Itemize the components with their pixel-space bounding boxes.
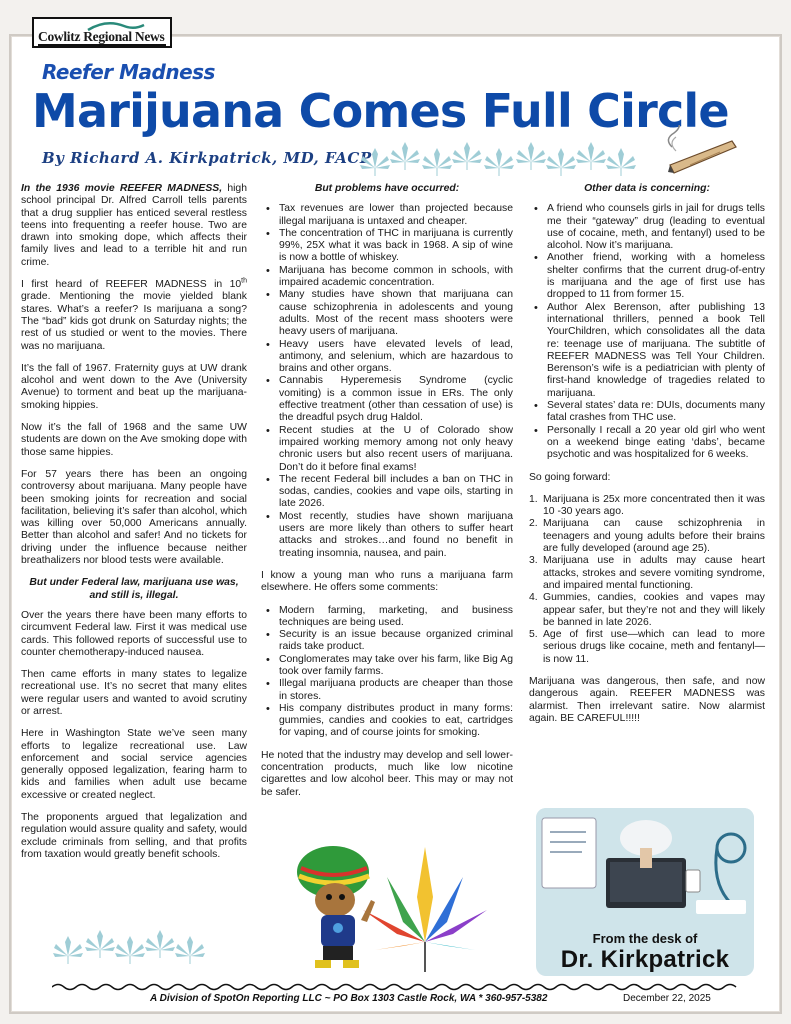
going-forward-list (529, 494, 765, 666)
list-item: • Modern farming, marketing, and business techniques are being used. (261, 605, 513, 630)
list-item: • Illegal marijuana products are cheaper than those in stores. (261, 678, 513, 703)
list-item: • His company distributes product in many forms: gummies, candies and cookies to eat, cartridges for vaping, and of course joints for smoking. (261, 703, 513, 740)
list-item: • Author Alex Berenson, after publishing 13 international thrillers, penned a book Tell YourChildren, which consolidates all the data re: teenage use of marijuana. The subtitle of REEFER MADNESS was Tell Your Children. Berenson’s wife is a pediatrician with plenty of first-hand knowledge of tragedies related to marijuana. (529, 302, 765, 400)
paragraph: Here in Washington State we’ve seen many efforts to legalize recreational use. Law enforcement and social service agencies generally opposed legalization, fearing harm to kids and families when adult use became excessive or created neglect. (21, 728, 247, 801)
list-item: • Cannabis Hyperemesis Syndrome (cyclic vomiting) is a common issue in ERs. The only effective treatment (other than cessation of use) is the dreadful psych drug Haldol. (261, 375, 513, 424)
paragraph: I know a young man who runs a marijuana farm elsewhere. He offers some comments: (261, 569, 513, 594)
list-item: • The concentration of THC in marijuana is currently 99%, 25X what it was back in 1968. A sip of wine is now a bottle of whiskey. (261, 228, 513, 265)
numbered-item: 3. Marijuana use in adults may cause heart attacks, strokes and severe vomiting syndrome, and impaired mental functioning. (529, 555, 765, 591)
paragraph: Now it’s the fall of 1968 and the same UW students are down on the Ave smoking dope with those same hippies. (21, 422, 247, 458)
mascot-illustration (285, 842, 495, 982)
article-kicker: Reefer Madness (42, 60, 215, 84)
wave-divider (52, 982, 742, 992)
paragraph: It’s the fall of 1967. Fraternity guys at UW drank alcohol and went down to the Ave (University Avenue) to torment and beat up the marijuana-smoking hippies. (21, 362, 247, 411)
list-item: • Many studies have shown that marijuana can cause schizophrenia in adolescents and young adults. Most of the recent mass shooters were heavy users of marijuana. (261, 289, 513, 338)
article-column-1 (21, 183, 247, 871)
list-item: • Personally I recall a 20 year old girl who went on a weekend binge eating ‘dabs’, became psychotic and was hospitalized for 6 weeks. (529, 425, 765, 462)
section-subhead: But problems have occurred: (314, 183, 460, 194)
cannabis-leaf-decoration (355, 140, 655, 180)
joint-icon (660, 125, 740, 180)
paragraph: The proponents argued that legalization and regulation would assure quality and safety, would exclude criminals from selling, and that profits from taxation would greatly benefit schools. (21, 812, 247, 860)
numbered-item: 1. Marijuana is 25x more concentrated then it was 10 -30 years ago. (529, 493, 765, 518)
list-item: • The recent Federal bill includes a ban on THC in sodas, candies, cookies and vape oils, starting in late 2026. (261, 474, 513, 511)
paragraph: For 57 years there has been an ongoing controversy about marijuana. Many people have been smoking joints for recreation and social facilitation, believing it’s safer than alcohol, which was killing over 50,000 Americans annually. Better than alcohol and safer! And no tickets for driving under the influence because neither breathalizers nor blood tests were available. (21, 468, 247, 567)
farmer-comments-list (261, 605, 513, 740)
paragraph: So going forward: (529, 471, 611, 483)
desk-photo-illustration (536, 808, 754, 928)
list-item: • A friend who counsels girls in jail for drugs tells me their “gateway” drug (leading to eventual use of cocaine, meth, and fentanyl) used to be alcohol. Now it’s marijuana. (529, 203, 765, 252)
photo-caption-line2: Dr. Kirkpatrick (560, 946, 730, 973)
paragraph: Marijuana was dangerous, then safe, and now dangerous again. REEFER MADNESS was alarmist. Then irrelevant satire. Now alarmist again. BE CAREFUL!!!!! (529, 675, 765, 724)
article-column-3 (529, 183, 765, 735)
paragraph: I first heard of REEFER MADNESS in 10th grade. Mentioning the movie yielded blank stares. What’s a reefer? Is marijuana a song? The “bad” kids got drunk on Saturday nights; the rest of us studied or went to the movies. There was no marijuana. (21, 277, 247, 352)
cannabis-leaf-decoration (50, 930, 210, 970)
list-item: • Conglomerates may take over his farm, like Big Ag took over family farms. (261, 654, 513, 679)
footer-date: December 22, 2025 (623, 993, 711, 1004)
paragraph: In the 1936 movie REEFER MADNESS, high school principal Dr. Alfred Carroll tells parents that a drug supplier has enticed several restless teens into frequenting a reefer house. Two are drawn into smoking dope, which affects their family lives and lead to a terrible hit and run crime. (21, 183, 247, 268)
article-column-2 (261, 183, 513, 809)
photo-caption-line1: From the desk of (592, 931, 698, 946)
problems-list (261, 203, 513, 560)
list-item: • Tax revenues are lower than projected because illegal marijuana is untaxed and cheaper. (261, 203, 513, 228)
section-subhead: But under Federal law, marijuana use was, and still is, illegal. (29, 577, 239, 601)
list-item: • Several states’ data re: DUIs, documents many fatal crashes from THC use. (529, 400, 765, 425)
list-item: • Security is an issue because organized criminal raids take product. (261, 629, 513, 654)
footer-publisher: A Division of SpotOn Reporting LLC ~ PO Box 1303 Castle Rock, WA * 360-957-5382 (150, 993, 548, 1004)
article-headline: Marijuana Comes Full Circle (32, 84, 729, 138)
paragraph: Then came efforts in many states to legalize recreational use. It’s no secret that many elites were regular users and wanted to avoid scrutiny or arrest. (21, 669, 247, 717)
numbered-item: 5. Age of first use—which can lead to more serious drugs like cocaine, meth and fentanyl—is now 11. (529, 629, 765, 665)
section-subhead: Other data is concerning: (584, 183, 710, 194)
numbered-item: 4. Gummies, candies, cookies and vapes may appear safer, but they’re not and they will likely be banned in late 2026. (529, 592, 765, 628)
article-byline: By Richard A. Kirkpatrick, MD, FACP (42, 149, 372, 167)
masthead-logo (32, 17, 172, 48)
numbered-item: 2. Marijuana can cause schizophrenia in teenagers and young adults before their brains are fully developed (around age 25). (529, 518, 765, 555)
list-item: • Most recently, studies have shown marijuana users are more likely than others to suffer heart attacks and strokes…and found no benefit in treating insomnia, nausea, and pain. (261, 511, 513, 560)
list-item: • Marijuana has become common in schools, with impaired academic concentration. (261, 265, 513, 290)
lead-in: In the 1936 movie REEFER MADNESS, (21, 183, 223, 194)
paragraph: Over the years there have been many efforts to circumvent Federal law. First it was medical use cards. This followed reports of successful use to counter chemotherapy-induced nausea. (21, 609, 247, 658)
list-item: • Heavy users have elevated levels of lead, antimony, and selenium, which are hazardous to brains and other organs. (261, 339, 513, 376)
masthead-name: Cowlitz Regional News (38, 29, 165, 44)
concerns-list (529, 203, 765, 461)
list-item: • Another friend, working with a homeless shelter confirms that the current drug-of-entry is marijuana and the age of first use has dropped to 11 from former 15. (529, 252, 765, 301)
paragraph: He noted that the industry may develop and sell lower-concentration products, much like low nicotine cigarettes and low alcohol beer. This may or may not be safer. (261, 749, 513, 798)
doctor-desk-photo (536, 808, 754, 976)
list-item: • Recent studies at the U of Colorado show impaired working memory among not only heavy chronic users but also recent users of marijuana. Don’t do it before final exams! (261, 425, 513, 474)
